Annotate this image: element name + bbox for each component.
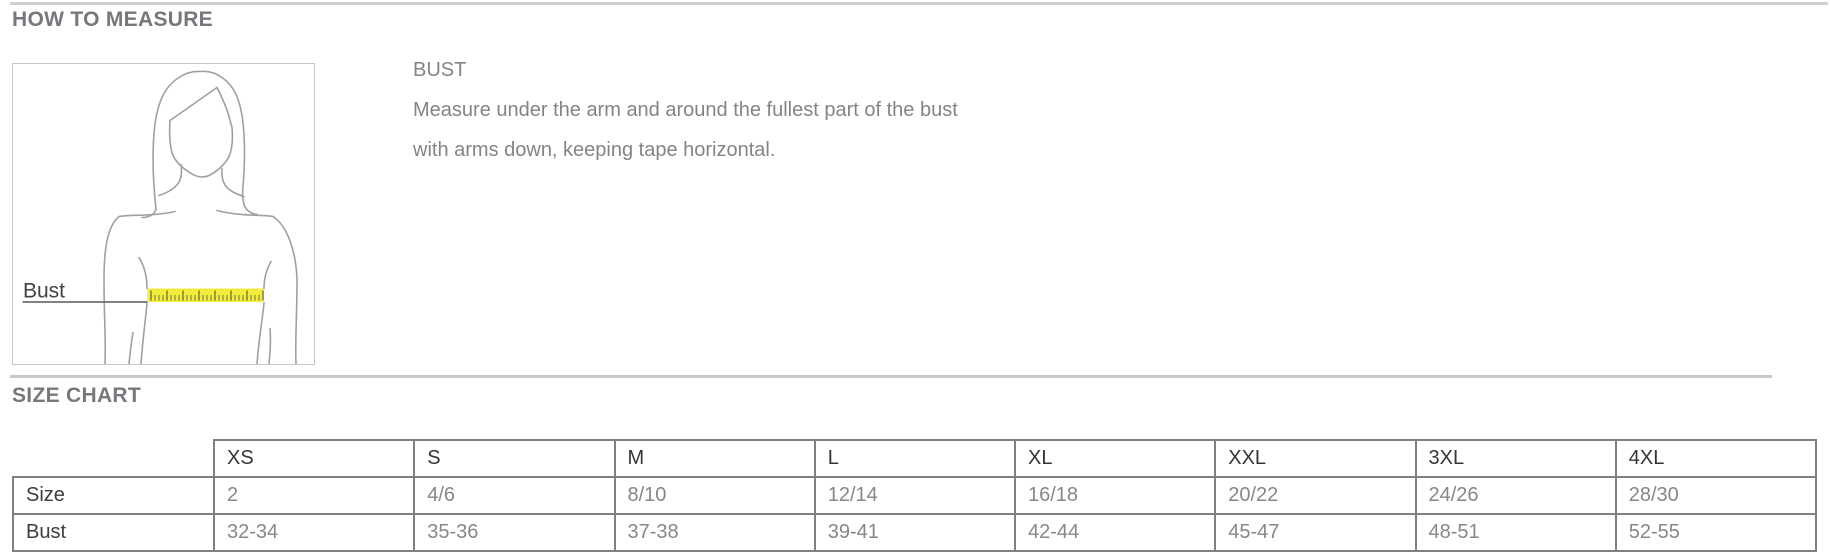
size-column-header: XL bbox=[1015, 440, 1215, 477]
size-value-cell: 16/18 bbox=[1015, 477, 1215, 514]
size-chart-heading: SIZE CHART bbox=[12, 384, 141, 407]
size-value-cell: 37-38 bbox=[615, 514, 815, 551]
face-outline bbox=[170, 121, 229, 177]
size-value-cell: 2 bbox=[214, 477, 414, 514]
size-value-cell: 45-47 bbox=[1215, 514, 1415, 551]
size-value-cell: 32-34 bbox=[214, 514, 414, 551]
size-value-cell: 12/14 bbox=[815, 477, 1015, 514]
size-column-header: L bbox=[815, 440, 1015, 477]
top-divider bbox=[10, 2, 1828, 5]
size-value-cell: 42-44 bbox=[1015, 514, 1215, 551]
corner-cell bbox=[13, 440, 214, 477]
size-value-cell: 24/26 bbox=[1416, 477, 1616, 514]
size-column-header: XS bbox=[214, 440, 414, 477]
neck-right bbox=[222, 169, 244, 197]
measure-instruction-line-2: with arms down, keeping tape horizontal. bbox=[413, 139, 776, 161]
section-divider bbox=[10, 375, 1772, 378]
measure-instruction-line-1: Measure under the arm and around the fullest part of the bust bbox=[413, 99, 958, 121]
fringe-line bbox=[170, 88, 217, 121]
size-value-cell: 35-36 bbox=[414, 514, 614, 551]
size-value-cell: 8/10 bbox=[615, 477, 815, 514]
size-column-header: 3XL bbox=[1416, 440, 1616, 477]
figure-bust-label: Bust bbox=[23, 279, 66, 303]
hair-right-flick bbox=[244, 205, 257, 215]
row-label: Size bbox=[13, 477, 214, 514]
measure-area-title: BUST bbox=[413, 59, 467, 81]
table-row-bust bbox=[13, 514, 1816, 551]
size-value-cell: 4/6 bbox=[414, 477, 614, 514]
table-row-size bbox=[13, 477, 1816, 514]
right-shoulder-arm bbox=[217, 211, 297, 364]
size-column-header: S bbox=[414, 440, 614, 477]
size-column-header: 4XL bbox=[1616, 440, 1816, 477]
measuring-tape bbox=[148, 289, 264, 303]
size-value-cell: 39-41 bbox=[815, 514, 1015, 551]
size-value-cell: 20/22 bbox=[1215, 477, 1415, 514]
face-right-edge bbox=[217, 88, 232, 157]
size-chart-header-row bbox=[13, 440, 1816, 477]
size-value-cell: 48-51 bbox=[1416, 514, 1616, 551]
right-torso-line bbox=[257, 262, 271, 364]
size-chart-table bbox=[12, 439, 1817, 552]
size-column-header: XXL bbox=[1215, 440, 1415, 477]
bust-figure-drawing bbox=[13, 64, 314, 364]
left-arm-inner bbox=[129, 333, 133, 364]
measure-instructions bbox=[413, 50, 958, 170]
row-label: Bust bbox=[13, 514, 214, 551]
hair-outline bbox=[153, 71, 244, 209]
measure-illustration bbox=[12, 63, 315, 365]
neck-left bbox=[159, 165, 182, 196]
right-arm-inner bbox=[269, 329, 270, 364]
hair-left-flick bbox=[142, 210, 156, 218]
size-value-cell: 52-55 bbox=[1616, 514, 1816, 551]
left-shoulder-arm bbox=[104, 212, 175, 364]
how-to-measure-heading: HOW TO MEASURE bbox=[12, 8, 213, 31]
size-column-header: M bbox=[615, 440, 815, 477]
size-value-cell: 28/30 bbox=[1616, 477, 1816, 514]
left-torso-line bbox=[139, 258, 147, 364]
